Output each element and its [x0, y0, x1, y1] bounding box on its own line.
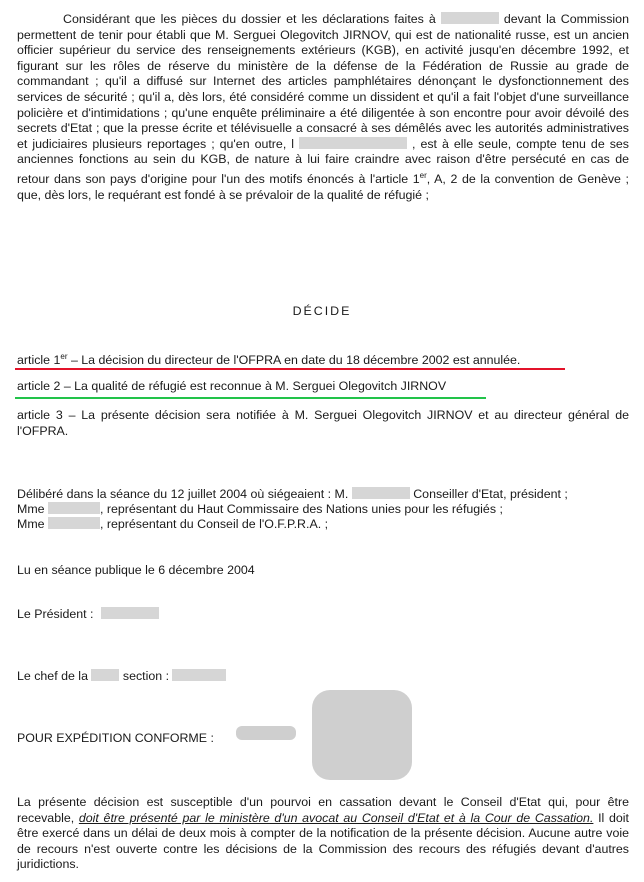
- deliberation-line-2: [17, 502, 503, 517]
- deliberation-text: , représentant du Haut Commissaire des Nations unies pour les réfugiés ;: [100, 502, 503, 516]
- paragraph-text: , est à elle seule, compte tenu de ses anciennes fonctions au sein du KGB, de nature à lui faire craindre avec raison d'être persécuté en cas de retour dans son pays d'origine pour l'un des motifs énoncés à l'article 1: [17, 136, 629, 187]
- redaction-block: [352, 487, 410, 499]
- footer-text: Il doit être exercé dans un délai de deux mois à compter de la notification de la présente décision. Aucune autre voie de recours n'est ouverte contre les décisions de la Commission des recours des réfugiés devant d'autres juridictions.: [17, 810, 629, 872]
- redaction-block: [441, 12, 499, 24]
- deliberation-line-1: [17, 487, 568, 502]
- paragraph-text: Considérant que les pièces du dossier et les déclarations faites à: [63, 12, 436, 26]
- redaction-block: [101, 607, 159, 619]
- redaction-block: [48, 517, 100, 529]
- article-1: [17, 349, 520, 368]
- article-label: article 1: [17, 353, 61, 368]
- redaction-block: [172, 669, 226, 681]
- article-2: article 2 – La qualité de réfugié est reconnue à M. Serguei Olegovitch JIRNOV: [17, 379, 447, 393]
- considering-paragraph: [17, 12, 629, 203]
- section-chief-line: [17, 669, 226, 684]
- deliberation-text: Conseiller d'Etat, président ;: [413, 487, 568, 501]
- section-chief-text: Le chef de la: [17, 669, 88, 683]
- expedition-label: POUR EXPÉDITION CONFORME :: [17, 731, 214, 745]
- public-reading: Lu en séance publique le 6 décembre 2004: [17, 563, 255, 577]
- deliberation-text: , représentant du Conseil de l'O.F.P.R.A. ;: [100, 517, 329, 531]
- president-label: Le Président :: [17, 607, 94, 621]
- decide-heading: DÉCIDE: [292, 304, 352, 318]
- signature-redaction: [236, 726, 296, 740]
- redaction-block: [299, 137, 407, 149]
- article-3: article 3 – La présente décision sera notifiée à M. Serguei Olegovitch JIRNOV et au directeur général de l'OFPRA.: [17, 408, 629, 438]
- president-line: [17, 607, 159, 622]
- paragraph-text: devant la Commission permettent de tenir pour établi que M. Serguei Olegovitch JIRNOV, qui est de nationalité russe, est un ancien officier supérieur du service des renseignements extérieurs (KGB), en activité jusqu'en décembre 1992, et figurant sur les rôles de réserve du ministère de la défense de la Fédération de Russie au grade de commandant ; qu'il a diffusé sur Internet des articles pamphlétaires dénonçant le dysfonctionnement des services de sécurité ; qu'il a, dès lors, été considéré comme un dissident et qu'il a fait l'objet d'une surveillance policière et d'intimidations ; qu'une enquête préliminaire a été diligentée à son encontre pour avoir dévoilé des secrets d'Etat ; que la presse écrite et télévisuelle a consacré à ses démêlés avec les autorités administratives et judiciaires plusieurs reportages ; qu'en outre, l: [17, 12, 629, 151]
- footer-underlined-text: doit être présenté par le ministère d'un avocat au Conseil d'Etat et à la Cour de Cassation.: [78, 810, 594, 825]
- deliberation-text: Délibéré dans la séance du 12 juillet 2004 où siégeaient : M.: [17, 487, 349, 501]
- stamp-redaction: [312, 690, 412, 780]
- deliberation-text: Mme: [17, 517, 45, 531]
- paragraph-text: , A, 2 de la convention de Genève ; que, dès lors, le requérant est fondé à se prévaloir de la qualité de réfugié ;: [17, 172, 629, 202]
- footer-text: La présente décision est susceptible d'un pourvoi en cassation devant le Conseil d'Etat qui, pour être recevable,: [17, 795, 629, 825]
- deliberation-line-3: [17, 517, 328, 532]
- section-chief-text: section :: [122, 669, 170, 683]
- superscript: er: [419, 170, 427, 180]
- redaction-block: [48, 502, 100, 514]
- expedition-line: [17, 731, 214, 746]
- green-underline: [15, 397, 486, 399]
- redaction-block: [91, 669, 119, 681]
- superscript: er: [60, 352, 68, 361]
- red-underline: [15, 368, 565, 370]
- footer-notice: [17, 795, 629, 873]
- deliberation-text: Mme: [17, 502, 45, 516]
- article-text: – La décision du directeur de l'OFPRA en date du 18 décembre 2002 est annulée.: [67, 353, 521, 368]
